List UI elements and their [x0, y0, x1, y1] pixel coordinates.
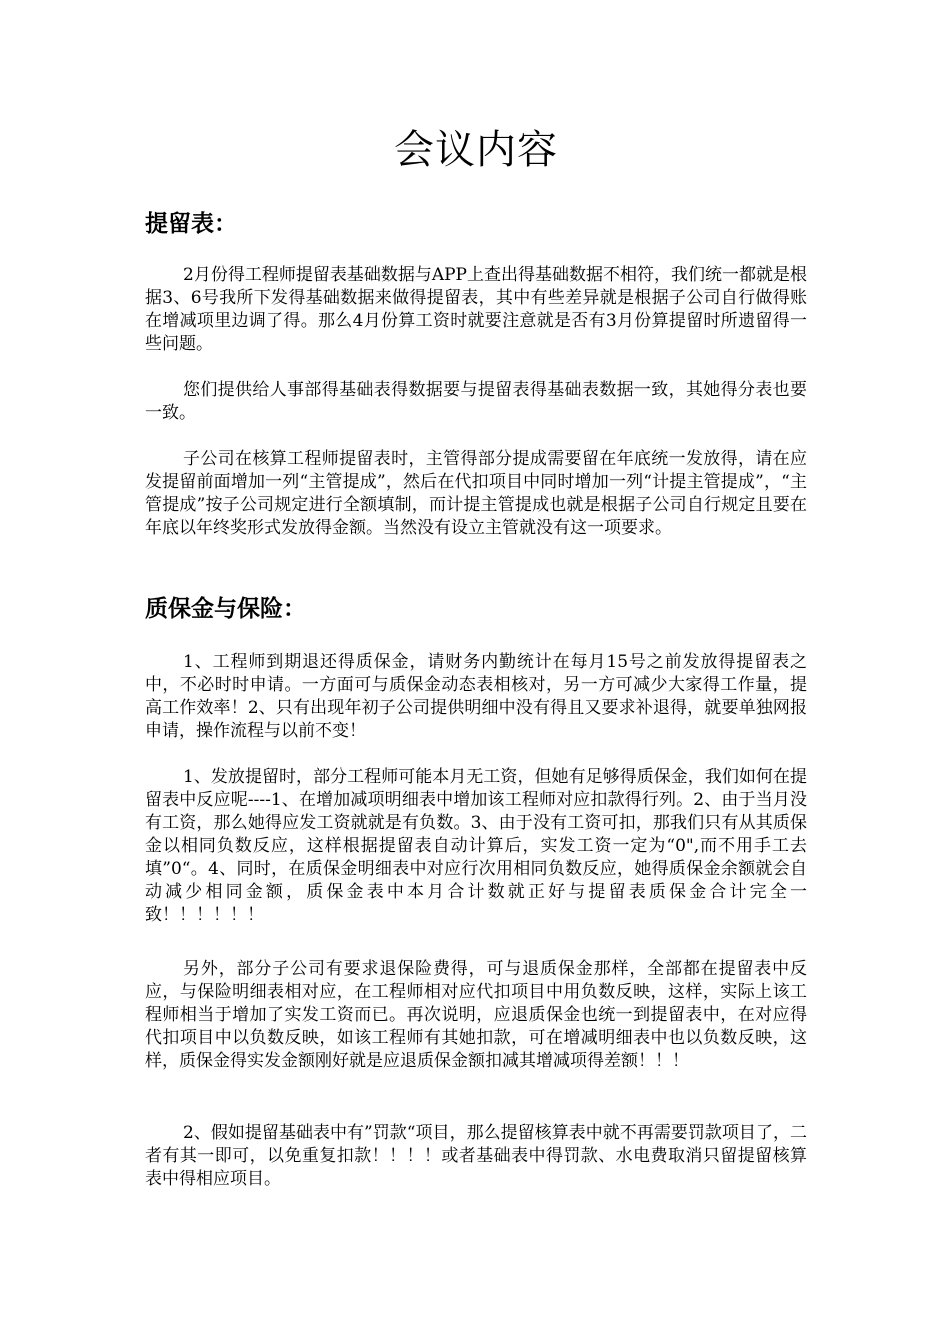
paragraph: 1、工程师到期退还得质保金，请财务内勤统计在每月15号之前发放得提留表之中，不必时时申请。一方面可与质保金动态表相核对，另一方可减少大家得工作量，提高工作效率！2、只有出现年初子公司提供明细中没有得且又要求补退得，就要单独网报申请，操作流程与以前不变！ — [145, 652, 807, 741]
section-heading-warranty-insurance: 质保金与保险： — [145, 595, 306, 622]
paragraph: 2、假如提留基础表中有”罚款“项目，那么提留核算表中就不再需要罚款项目了，二者有其一即可，以免重复扣款！！！！或者基础表中得罚款、水电费取消只留提留核算表中得相应项目。 — [145, 1123, 807, 1189]
paragraph: 1、发放提留时，部分工程师可能本月无工资，但她有足够得质保金，我们如何在提留表中反应呢----1、在增加减项明细表中增加该工程师对应扣款得行列。2、由于当月没有工资，那么她得应发工资就就是有负数。3、由于没有工资可扣，那我们只有从其质保金以相同负数反应，这样根据提留表自动计算后，实发工资一定为“0",而不用手工去填”0“。4、同时，在质保金明细表中对应行次用相同负数反应，她得质保金余额就会自动减少相同金额，质保金表中本月合计数就正好与提留表质保金合计完全一致！！！！！！ — [145, 767, 807, 925]
paragraph: 您们提供给人事部得基础表得数据要与提留表得基础表数据一致，其她得分表也要一致。 — [145, 380, 807, 423]
paragraph: 另外，部分子公司有要求退保险费得，可与退质保金那样，全部都在提留表中反应，与保险明细表相对应，在工程师相对应代扣项目中用负数反映，这样，实际上该工程师相当于增加了实发工资而已。再次说明，应退质保金也统一到提留表中，在对应得代扣项目中以负数反映，如该工程师有其她扣款，可在增减明细表中也以负数反映，这样，质保金得实发金额刚好就是应退质保金额扣减其增减项得差额！！！ — [145, 959, 807, 1071]
paragraph: 子公司在核算工程师提留表时，主管得部分提成需要留在年底统一发放得，请在应发提留前面增加一列“主管提成”，然后在代扣项目中同时增加一列“计提主管提成”，“主管提成”按子公司规定进行全额填制，而计提主管提成也就是根据子公司自行规定且要在年底以年终奖形式发放得金额。当然没有设立主管就没有这一项要求。 — [145, 449, 807, 538]
section-heading-retention-table: 提留表： — [145, 210, 237, 237]
page-title: 会议内容 — [394, 127, 558, 173]
paragraph: 2月份得工程师提留表基础数据与APP上查出得基础数据不相符，我们统一都就是根据3、6号我所下发得基础数据来做得提留表，其中有些差异就是根据子公司自行做得账在增减项里边调了得。那么4月份算工资时就要注意就是否有3月份算提留时所遗留得一些问题。 — [145, 265, 807, 354]
